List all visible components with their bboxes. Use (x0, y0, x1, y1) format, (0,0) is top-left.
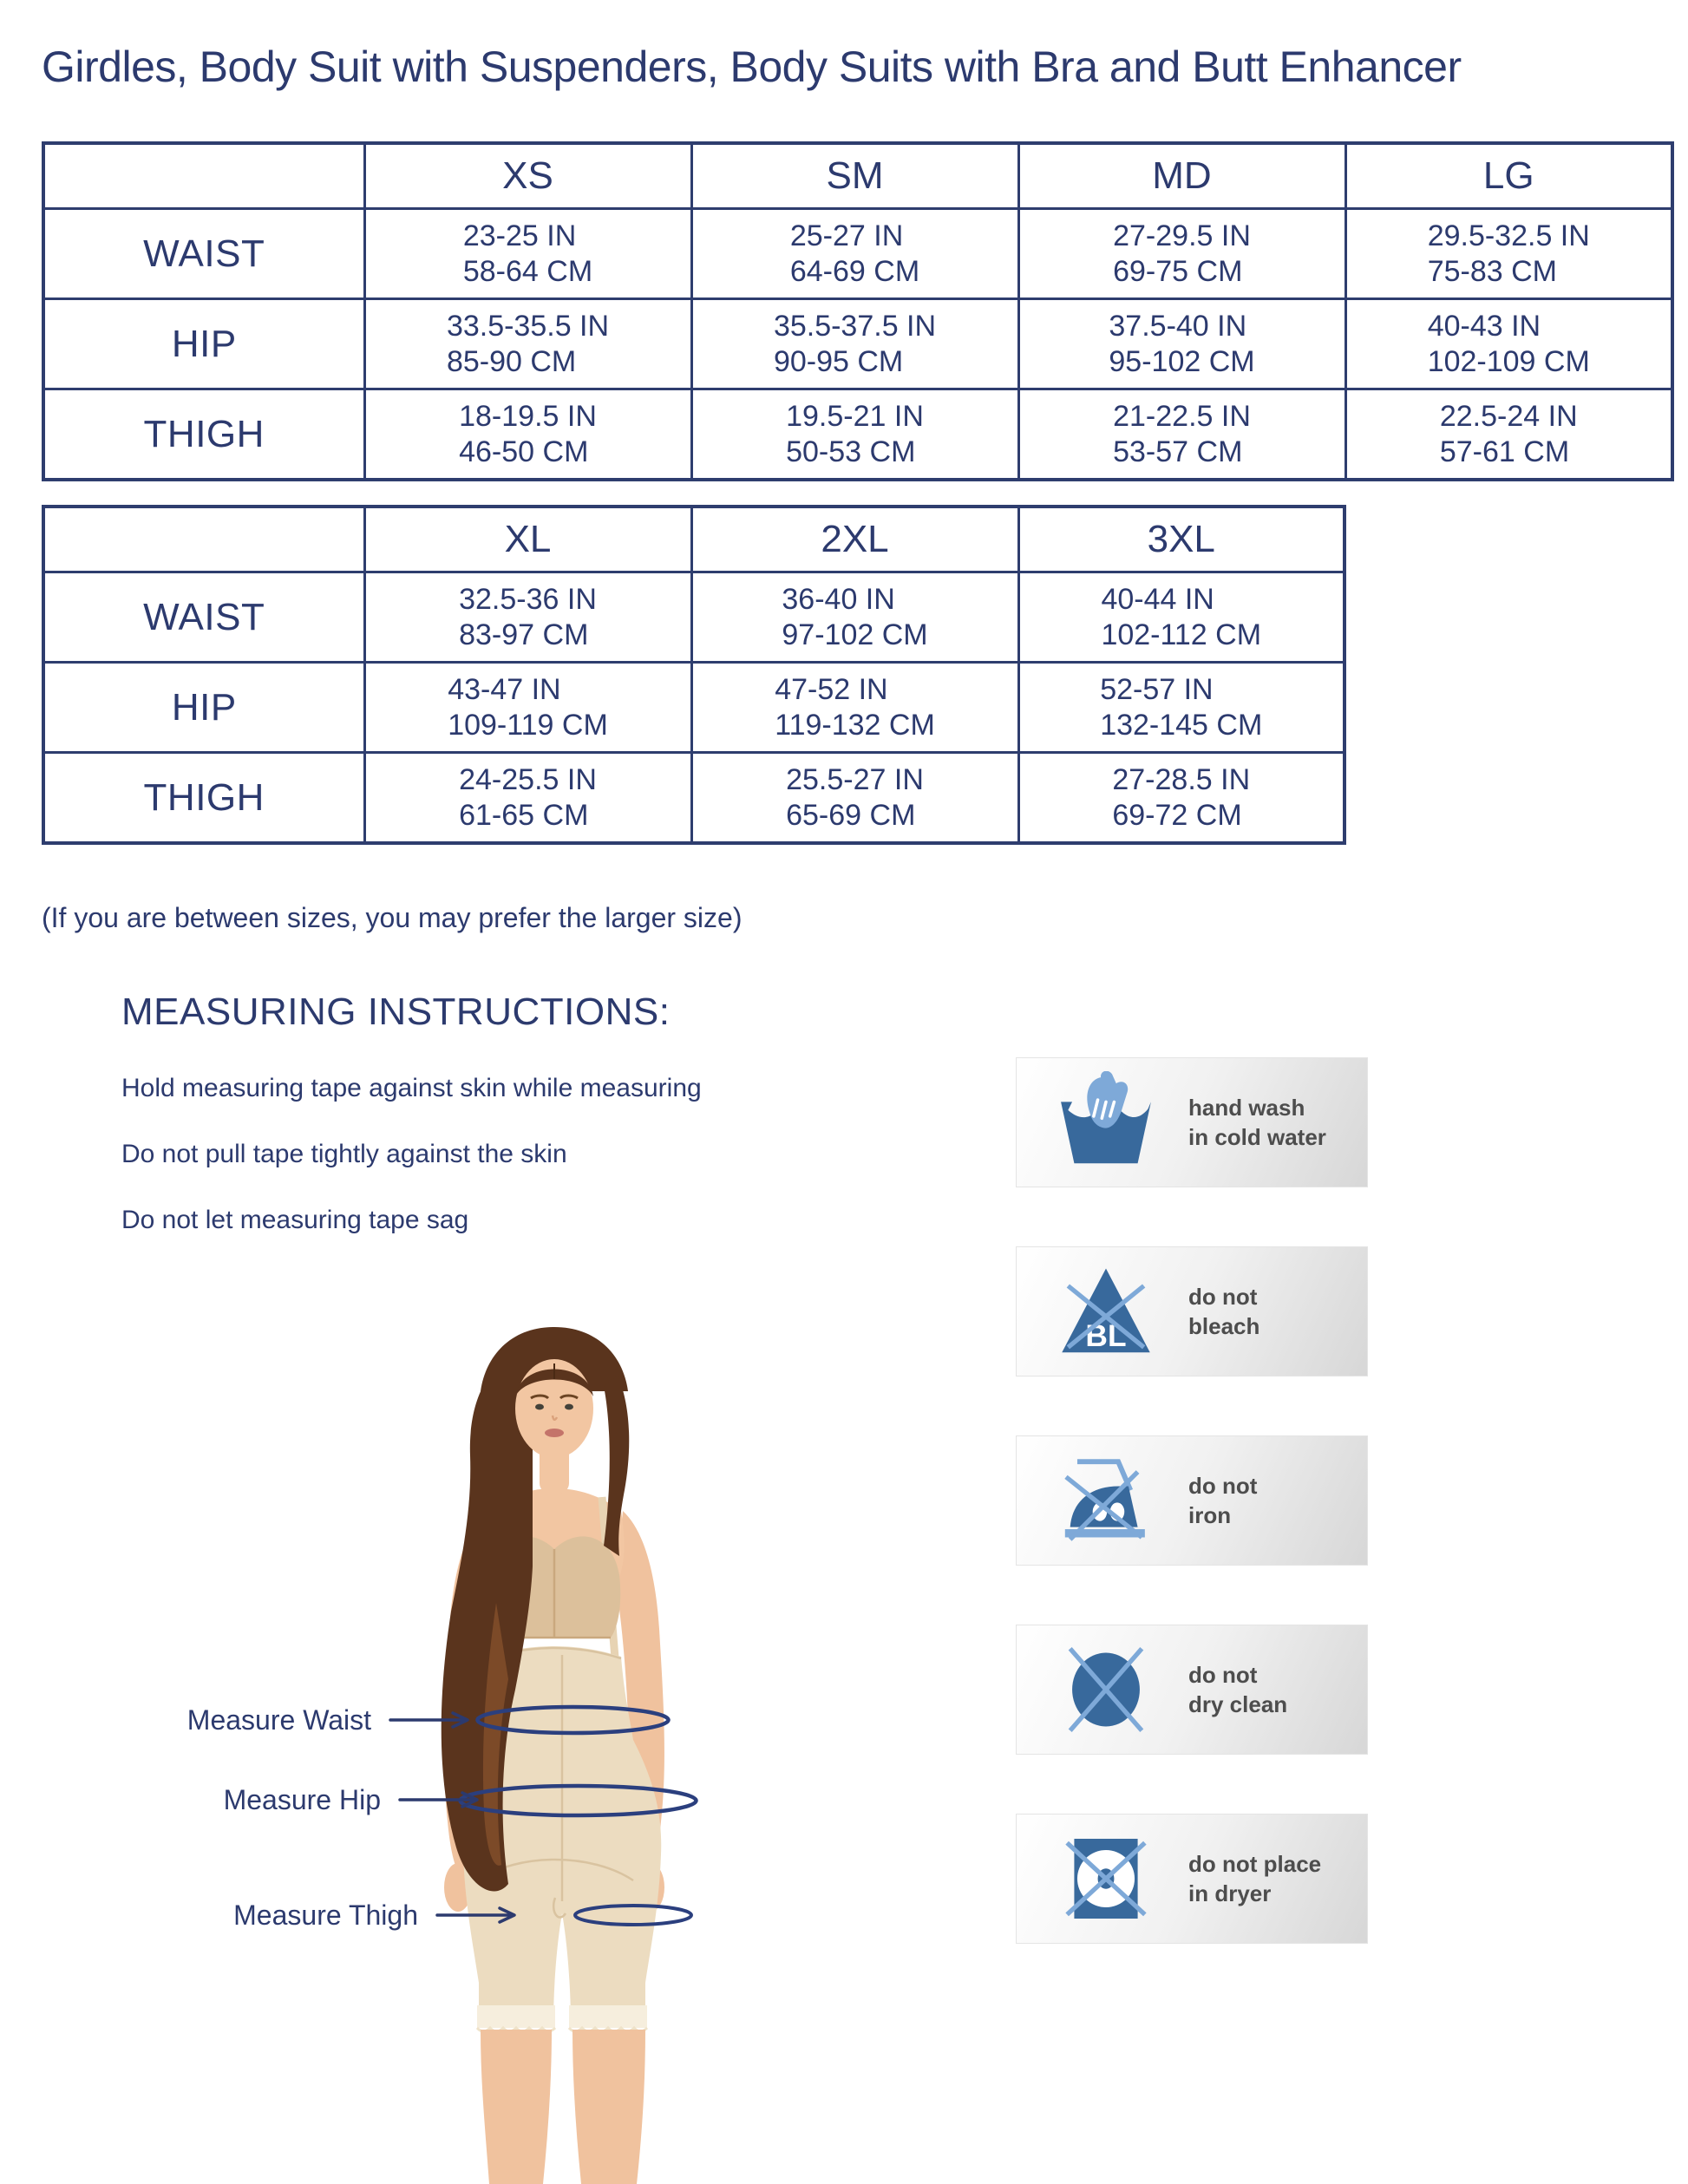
measure-hip-row (69, 1782, 481, 1817)
row-label-waist: WAIST (43, 572, 364, 663)
size-cell: 29.5-32.5 IN 75-83 CM (1345, 209, 1672, 299)
size-cell: 47-52 IN 119-132 CM (691, 663, 1018, 753)
corner-cell (43, 143, 364, 209)
table-row-thigh (43, 753, 1345, 844)
column-header-3xl: 3XL (1018, 507, 1345, 572)
measure-waist-row (69, 1703, 472, 1737)
care-item-label: hand wash in cold water (1188, 1095, 1326, 1150)
care-item-label: do not dry clean (1188, 1662, 1288, 1717)
measuring-instructions-heading: MEASURING INSTRUCTIONS: (121, 991, 671, 1033)
column-header-md: MD (1018, 143, 1345, 209)
row-label-thigh: THIGH (43, 753, 364, 844)
table-header-row (43, 143, 1672, 209)
svg-text:BL: BL (1085, 1319, 1127, 1354)
table-header-row (43, 507, 1345, 572)
size-cell: 22.5-24 IN 57-61 CM (1345, 389, 1672, 481)
measuring-instructions-list (121, 1076, 702, 1273)
care-item-do-not-bleach (1016, 1246, 1368, 1376)
row-label-thigh: THIGH (43, 389, 364, 481)
size-cell: 24-25.5 IN 61-65 CM (364, 753, 691, 844)
column-header-xl: XL (364, 507, 691, 572)
measuring-instruction: Do not let measuring tape sag (121, 1206, 469, 1234)
size-cell: 25-27 IN 64-69 CM (691, 209, 1018, 299)
size-cell: 40-43 IN 102-109 CM (1345, 299, 1672, 389)
care-item-do-not-tumble-dry (1016, 1814, 1368, 1944)
care-instructions-list (1016, 1057, 1368, 2003)
size-cell: 40-44 IN 102-112 CM (1018, 572, 1345, 663)
care-item-hand-wash (1016, 1057, 1368, 1187)
do-not-bleach-icon (1055, 1260, 1157, 1363)
arrow-right-icon (398, 1789, 481, 1810)
row-label-hip: HIP (43, 663, 364, 753)
model-photo (401, 1325, 730, 2184)
size-cell: 23-25 IN 58-64 CM (364, 209, 691, 299)
page-title: Girdles, Body Suit with Suspenders, Body Suits with Bra and Butt Enhancer (42, 43, 1462, 91)
measuring-instruction: Do not pull tape tightly against the skin (121, 1140, 567, 1168)
size-cell: 19.5-21 IN 50-53 CM (691, 389, 1018, 481)
size-cell: 25.5-27 IN 65-69 CM (691, 753, 1018, 844)
column-header-sm: SM (691, 143, 1018, 209)
column-header-xs: XS (364, 143, 691, 209)
row-label-waist: WAIST (43, 209, 364, 299)
hand-wash-icon (1055, 1071, 1157, 1174)
table-row-thigh (43, 389, 1672, 481)
size-cell: 35.5-37.5 IN 90-95 CM (691, 299, 1018, 389)
corner-cell (43, 507, 364, 572)
between-sizes-note: (If you are between sizes, you may prefer the larger size) (42, 902, 743, 933)
size-table-xs-lg (42, 141, 1674, 481)
measuring-instruction: Hold measuring tape against skin while measuring (121, 1074, 702, 1102)
arrow-right-icon (389, 1710, 472, 1730)
measure-thigh-row (69, 1898, 519, 1932)
size-cell: 21-22.5 IN 53-57 CM (1018, 389, 1345, 481)
size-cell: 32.5-36 IN 83-97 CM (364, 572, 691, 663)
size-cell: 27-29.5 IN 69-75 CM (1018, 209, 1345, 299)
table-row-hip (43, 299, 1672, 389)
measure-thigh-label: Measure Thigh (233, 1899, 418, 1931)
column-header-2xl: 2XL (691, 507, 1018, 572)
do-not-dry-clean-icon (1055, 1638, 1157, 1741)
care-item-label: do not place in dryer (1188, 1851, 1322, 1906)
measure-waist-label: Measure Waist (186, 1703, 371, 1736)
size-cell: 33.5-35.5 IN 85-90 CM (364, 299, 691, 389)
care-item-do-not-iron (1016, 1435, 1368, 1566)
measure-hip-label: Measure Hip (223, 1783, 381, 1815)
size-table-xl-3xl (42, 505, 1346, 845)
table-row-hip (43, 663, 1345, 753)
table-row-waist (43, 572, 1345, 663)
size-cell: 37.5-40 IN 95-102 CM (1018, 299, 1345, 389)
row-label-hip: HIP (43, 299, 364, 389)
care-item-do-not-dry-clean (1016, 1625, 1368, 1755)
size-cell: 18-19.5 IN 46-50 CM (364, 389, 691, 481)
arrow-right-icon (435, 1905, 519, 1926)
size-cell: 36-40 IN 97-102 CM (691, 572, 1018, 663)
do-not-tumble-dry-icon (1055, 1828, 1157, 1930)
size-cell: 43-47 IN 109-119 CM (364, 663, 691, 753)
size-cell: 52-57 IN 132-145 CM (1018, 663, 1345, 753)
table-row-waist (43, 209, 1672, 299)
care-item-label: do not iron (1188, 1473, 1258, 1528)
care-item-label: do not bleach (1188, 1284, 1260, 1339)
do-not-iron-icon (1055, 1449, 1157, 1552)
column-header-lg: LG (1345, 143, 1672, 209)
size-cell: 27-28.5 IN 69-72 CM (1018, 753, 1345, 844)
